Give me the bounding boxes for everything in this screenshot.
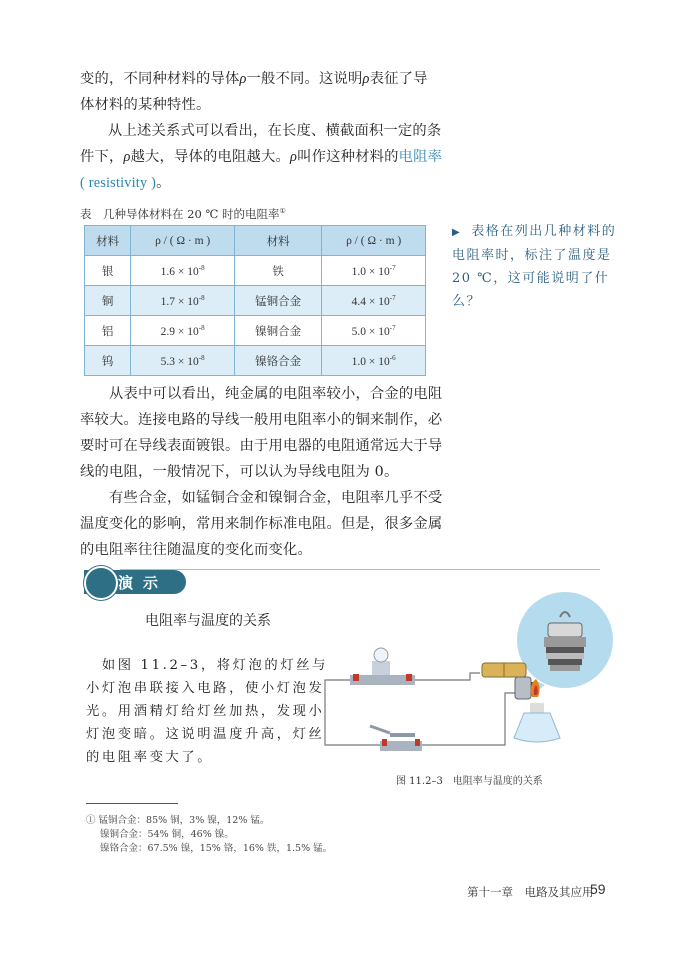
page-number: 59 xyxy=(590,881,606,897)
demo-text-line: 小灯泡串联接入电路，使小灯泡发 xyxy=(86,681,325,696)
section-divider xyxy=(120,569,600,570)
demo-badge-label: 演示 xyxy=(118,574,169,592)
table-caption: 表 几种导体材料在 20 ℃ 时的电阻率① xyxy=(80,207,286,221)
table-row: 钨 $5.3 \times 10^{-8}$ 镍铬合金 $1.0 \times 10^{-6}$ xyxy=(85,346,426,376)
term-english: ( resistivity ) xyxy=(80,175,157,191)
demo-text-line: 光。用酒精灯给灯丝加热，发现小 xyxy=(86,704,325,719)
side-note: ▶ 表格在列出几种材料的电阻率时，标注了温度是20 ℃，这可能说明了什么？ xyxy=(452,224,617,309)
body-line: 体材料的某种特性。 xyxy=(80,97,211,113)
header-material: 材料 xyxy=(234,226,321,256)
resistivity-table xyxy=(84,225,426,376)
body-line: ( resistivity )。 xyxy=(80,175,171,191)
footnote: 镍铜合金：54% 铜，46% 镍。 xyxy=(100,829,234,840)
body-line: 率较大。连接电路的导线一般用电阻率小的铜来制作，必 xyxy=(80,412,443,428)
demo-title: 电阻率与温度的关系 xyxy=(145,613,271,629)
table-row: 铜 $1.7 \times 10^{-8}$ 锰铜合金 $4.4 \times 10^{-7}$ xyxy=(85,286,426,316)
table-header-row xyxy=(85,226,426,256)
small-bulb xyxy=(350,648,415,685)
body-line: 线的电阻，一般情况下，可以认为导线电阻为 0。 xyxy=(80,464,399,480)
demo-text-line: 灯泡变暗。这说明温度升高，灯丝 xyxy=(86,727,325,742)
body-line: 变的，不同种材料的导体ρ一般不同。这说明ρ表征了导 xyxy=(80,71,428,87)
body-line: 温度变化的影响，常用来制作标准电阻。但是，很多金属 xyxy=(80,516,443,532)
wire xyxy=(325,680,380,745)
demo-text-line: 的电阻率变大了。 xyxy=(86,750,214,765)
body-line: 件下，ρ越大，导体的电阻越大。ρ叫作这种材料的电阻率 xyxy=(80,149,443,165)
body-line: 的电阻率往往随温度的变化而变化。 xyxy=(80,542,312,558)
demo-text-line: 如图 11.2–3，将灯泡的灯丝与 xyxy=(86,658,329,673)
demo-icon xyxy=(84,566,118,600)
triangle-marker-icon: ▶ xyxy=(452,227,462,238)
header-resistivity: ρ / ( Ω · m ) xyxy=(131,226,235,256)
circuit-figure xyxy=(320,585,620,765)
footnote: ① 锰铜合金：85% 铜，3% 镍，12% 锰。 xyxy=(86,815,270,826)
footnote-divider xyxy=(86,803,178,804)
table-row: 铝 $2.9 \times 10^{-8}$ 镍铜合金 $5.0 \times 10^{-7}$ xyxy=(85,316,426,346)
body-line: 从表中可以看出，纯金属的电阻率较小，合金的电阻 xyxy=(80,386,443,402)
body-line: 要时可在导线表面镀银。由于用电器的电阻通常远大于导 xyxy=(80,438,443,454)
term-resistivity: 电阻率 xyxy=(398,149,443,165)
switch xyxy=(370,726,422,751)
header-material: 材料 xyxy=(85,226,131,256)
figure-caption: 图 11.2–3 电阻率与温度的关系 xyxy=(396,776,543,787)
body-line: 从上述关系式可以看出，在长度、横截面积一定的条 xyxy=(108,123,442,139)
footnote: 镍铬合金：67.5% 镍，15% 铬，16% 铁，1.5% 锰。 xyxy=(100,843,333,854)
battery xyxy=(482,663,526,677)
header-resistivity: ρ / ( Ω · m ) xyxy=(322,226,426,256)
table-row: 银 $1.6 \times 10^{-8}$ 铁 $1.0 \times 10^{-7}$ xyxy=(85,256,426,286)
body-line: 有些合金，如锰铜合金和镍铜合金，电阻率几乎不受 xyxy=(80,490,443,506)
chapter-footer: 第十一章 电路及其应用 xyxy=(467,885,594,899)
